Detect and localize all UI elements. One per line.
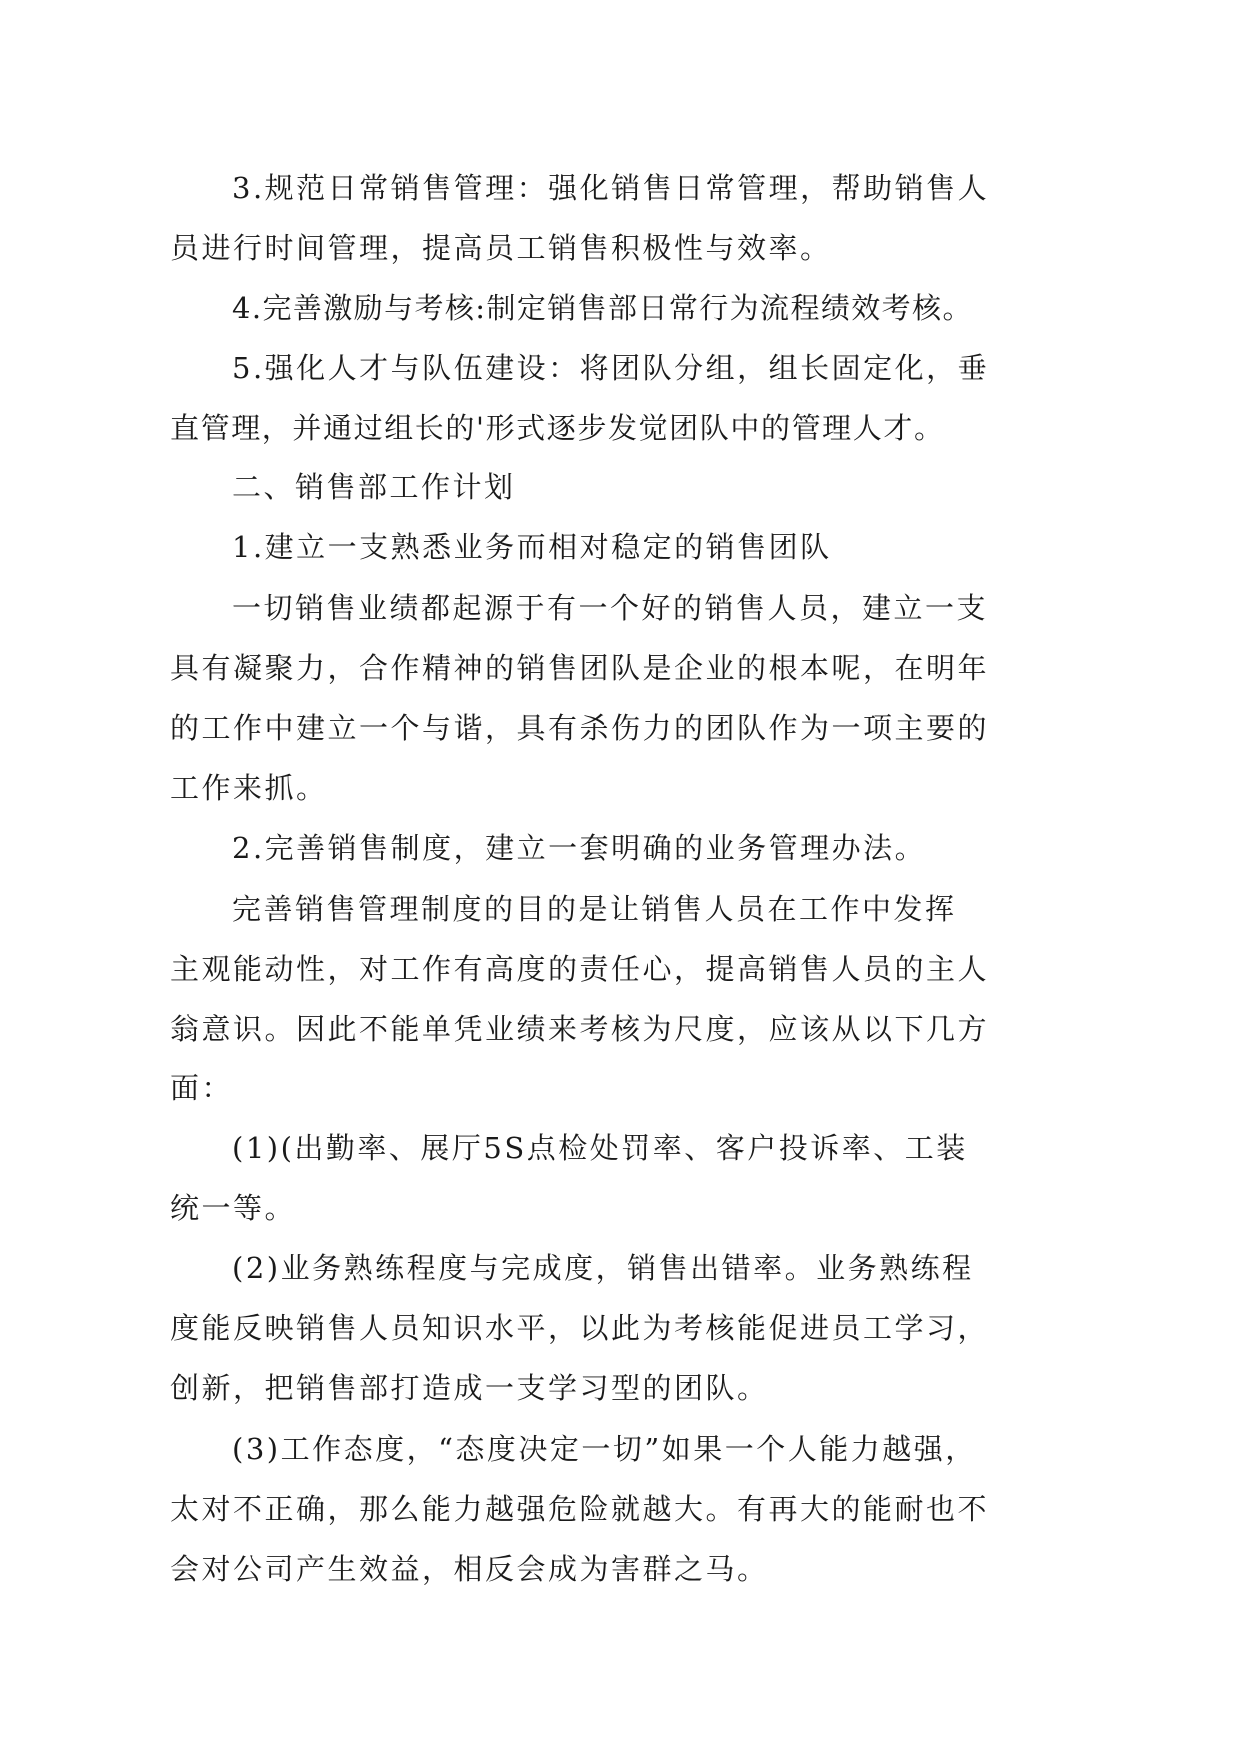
text-line: 度能反映销售人员知识水平，以此为考核能促进员工学习， (170, 1311, 990, 1345)
text-line: (3)工作态度，“态度决定一切”如果一个人能力越强， (232, 1432, 977, 1466)
text-line: 主观能动性，对工作有高度的责任心，提高销售人员的主人 (170, 952, 990, 986)
text-line: 直管理，并通过组长的'形式逐步发觉团队中的管理人才。 (170, 411, 945, 445)
text-line: 翁意识。因此不能单凭业绩来考核为尺度，应该从以下几方 (170, 1012, 990, 1046)
text-line: 4.完善激励与考核:制定销售部日常行为流程绩效考核。 (232, 291, 973, 325)
section-heading: 二、销售部工作计划 (232, 470, 516, 504)
text-line: 面： (170, 1071, 234, 1105)
text-line: 5.强化人才与队伍建设：将团队分组，组长固定化，垂 (232, 351, 990, 385)
text-line: 统一等。 (170, 1191, 297, 1225)
text-line: 创新，把销售部打造成一支学习型的团队。 (170, 1371, 769, 1405)
text-line: 的工作中建立一个与谐，具有杀伤力的团队作为一项主要的 (170, 711, 990, 745)
text-line: 一切销售业绩都起源于有一个好的销售人员，建立一支 (232, 591, 989, 625)
text-line: (1)(出勤率、展厅5S点检处罚率、客户投诉率、工装 (232, 1131, 968, 1165)
text-line: 3.规范日常销售管理：强化销售日常管理，帮助销售人 (232, 171, 990, 205)
text-line: 完善销售管理制度的目的是让销售人员在工作中发挥 (232, 892, 957, 926)
text-line: 员进行时间管理，提高员工销售积极性与效率。 (170, 231, 832, 265)
subsection-heading: 2.完善销售制度，建立一套明确的业务管理办法。 (232, 831, 927, 865)
text-line: 会对公司产生效益，相反会成为害群之马。 (170, 1552, 769, 1586)
text-line: (2)业务熟练程度与完成度，销售出错率。业务熟练程 (232, 1251, 974, 1285)
subsection-heading: 1.建立一支熟悉业务而相对稳定的销售团队 (232, 530, 832, 564)
text-line: 太对不正确，那么能力越强危险就越大。有再大的能耐也不 (170, 1492, 990, 1526)
text-line: 具有凝聚力，合作精神的销售团队是企业的根本呢，在明年 (170, 651, 990, 685)
text-line: 工作来抓。 (170, 771, 328, 805)
